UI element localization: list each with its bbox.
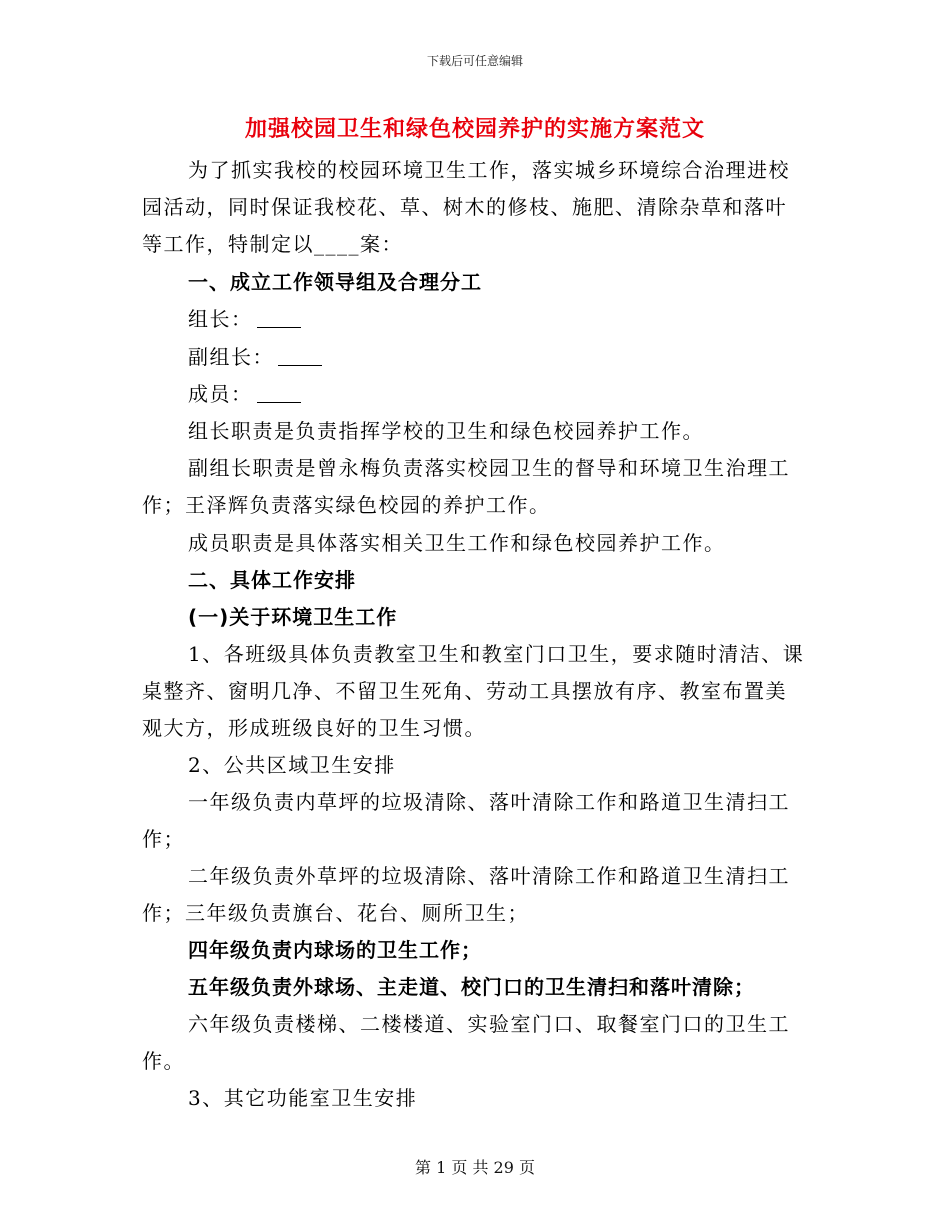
paragraph-line: 组长职责是负责指挥学校的卫生和绿色校园养护工作。 <box>188 419 704 443</box>
leader-label: 组长： <box>188 307 253 331</box>
paragraph-line: 六年级负责楼梯、二楼楼道、实验室门口、取餐室门口的卫生工 <box>188 1012 790 1036</box>
subsection-heading: (一)关于环境卫生工作 <box>188 605 398 629</box>
paragraph-line: 作； <box>142 827 185 851</box>
section-heading: 一、成立工作领导组及合理分工 <box>188 270 482 294</box>
paragraph-line: 3、其它功能室卫生安排 <box>188 1086 418 1110</box>
paragraph-line: 作；三年级负责旗台、花台、厕所卫生； <box>142 901 529 925</box>
paragraph-line: 二年级负责外草坪的垃圾清除、落叶清除工作和路道卫生清扫工 <box>188 864 790 888</box>
paragraph-line: 观大方，形成班级良好的卫生习惯。 <box>142 716 486 740</box>
member-label: 成员： <box>188 382 253 406</box>
blank-line <box>278 347 322 366</box>
paragraph-line: 园活动，同时保证我校花、草、树木的修枝、施肥、清除杂草和落叶 <box>142 195 787 219</box>
blank-line <box>257 309 301 328</box>
paragraph-line: 等工作，特制定以____案： <box>142 232 403 256</box>
paragraph-line: 2、公共区域卫生安排 <box>188 753 396 777</box>
member-field <box>188 381 301 407</box>
paragraph-line: 副组长职责是曾永梅负责落实校园卫生的督导和环境卫生治理工 <box>188 456 790 480</box>
section-heading: 二、具体工作安排 <box>188 568 356 592</box>
paragraph-line: 作。 <box>142 1049 185 1073</box>
paragraph-line: 桌整齐、窗明几净、不留卫生死角、劳动工具摆放有序、教室布置美 <box>142 679 787 703</box>
paragraph-line: 四年级负责内球场的卫生工作； <box>188 938 482 962</box>
vice-leader-label: 副组长： <box>188 345 274 369</box>
paragraph-line: 一年级负责内草坪的垃圾清除、落叶清除工作和路道卫生清扫工 <box>188 790 790 814</box>
blank-line <box>257 384 301 403</box>
paragraph-line: 为了抓实我校的校园环境卫生工作，落实城乡环境综合治理进校 <box>188 158 790 182</box>
vice-leader-field <box>188 344 322 370</box>
paragraph-line: 1、各班级具体负责教室卫生和教室门口卫生，要求随时清洁、课 <box>188 642 805 666</box>
document-title: 加强校园卫生和绿色校园养护的实施方案范文 <box>244 117 705 142</box>
page-number: 第 1 页 共 29 页 <box>415 1158 535 1177</box>
paragraph-line: 五年级负责外球场、主走道、校门口的卫生清扫和落叶清除； <box>188 975 755 999</box>
leader-field <box>188 306 301 332</box>
paragraph-line: 成员职责是具体落实相关卫生工作和绿色校园养护工作。 <box>188 531 726 555</box>
header-note: 下载后可任意编辑 <box>426 54 523 68</box>
paragraph-line: 作；王泽辉负责落实绿色校园的养护工作。 <box>142 493 551 517</box>
